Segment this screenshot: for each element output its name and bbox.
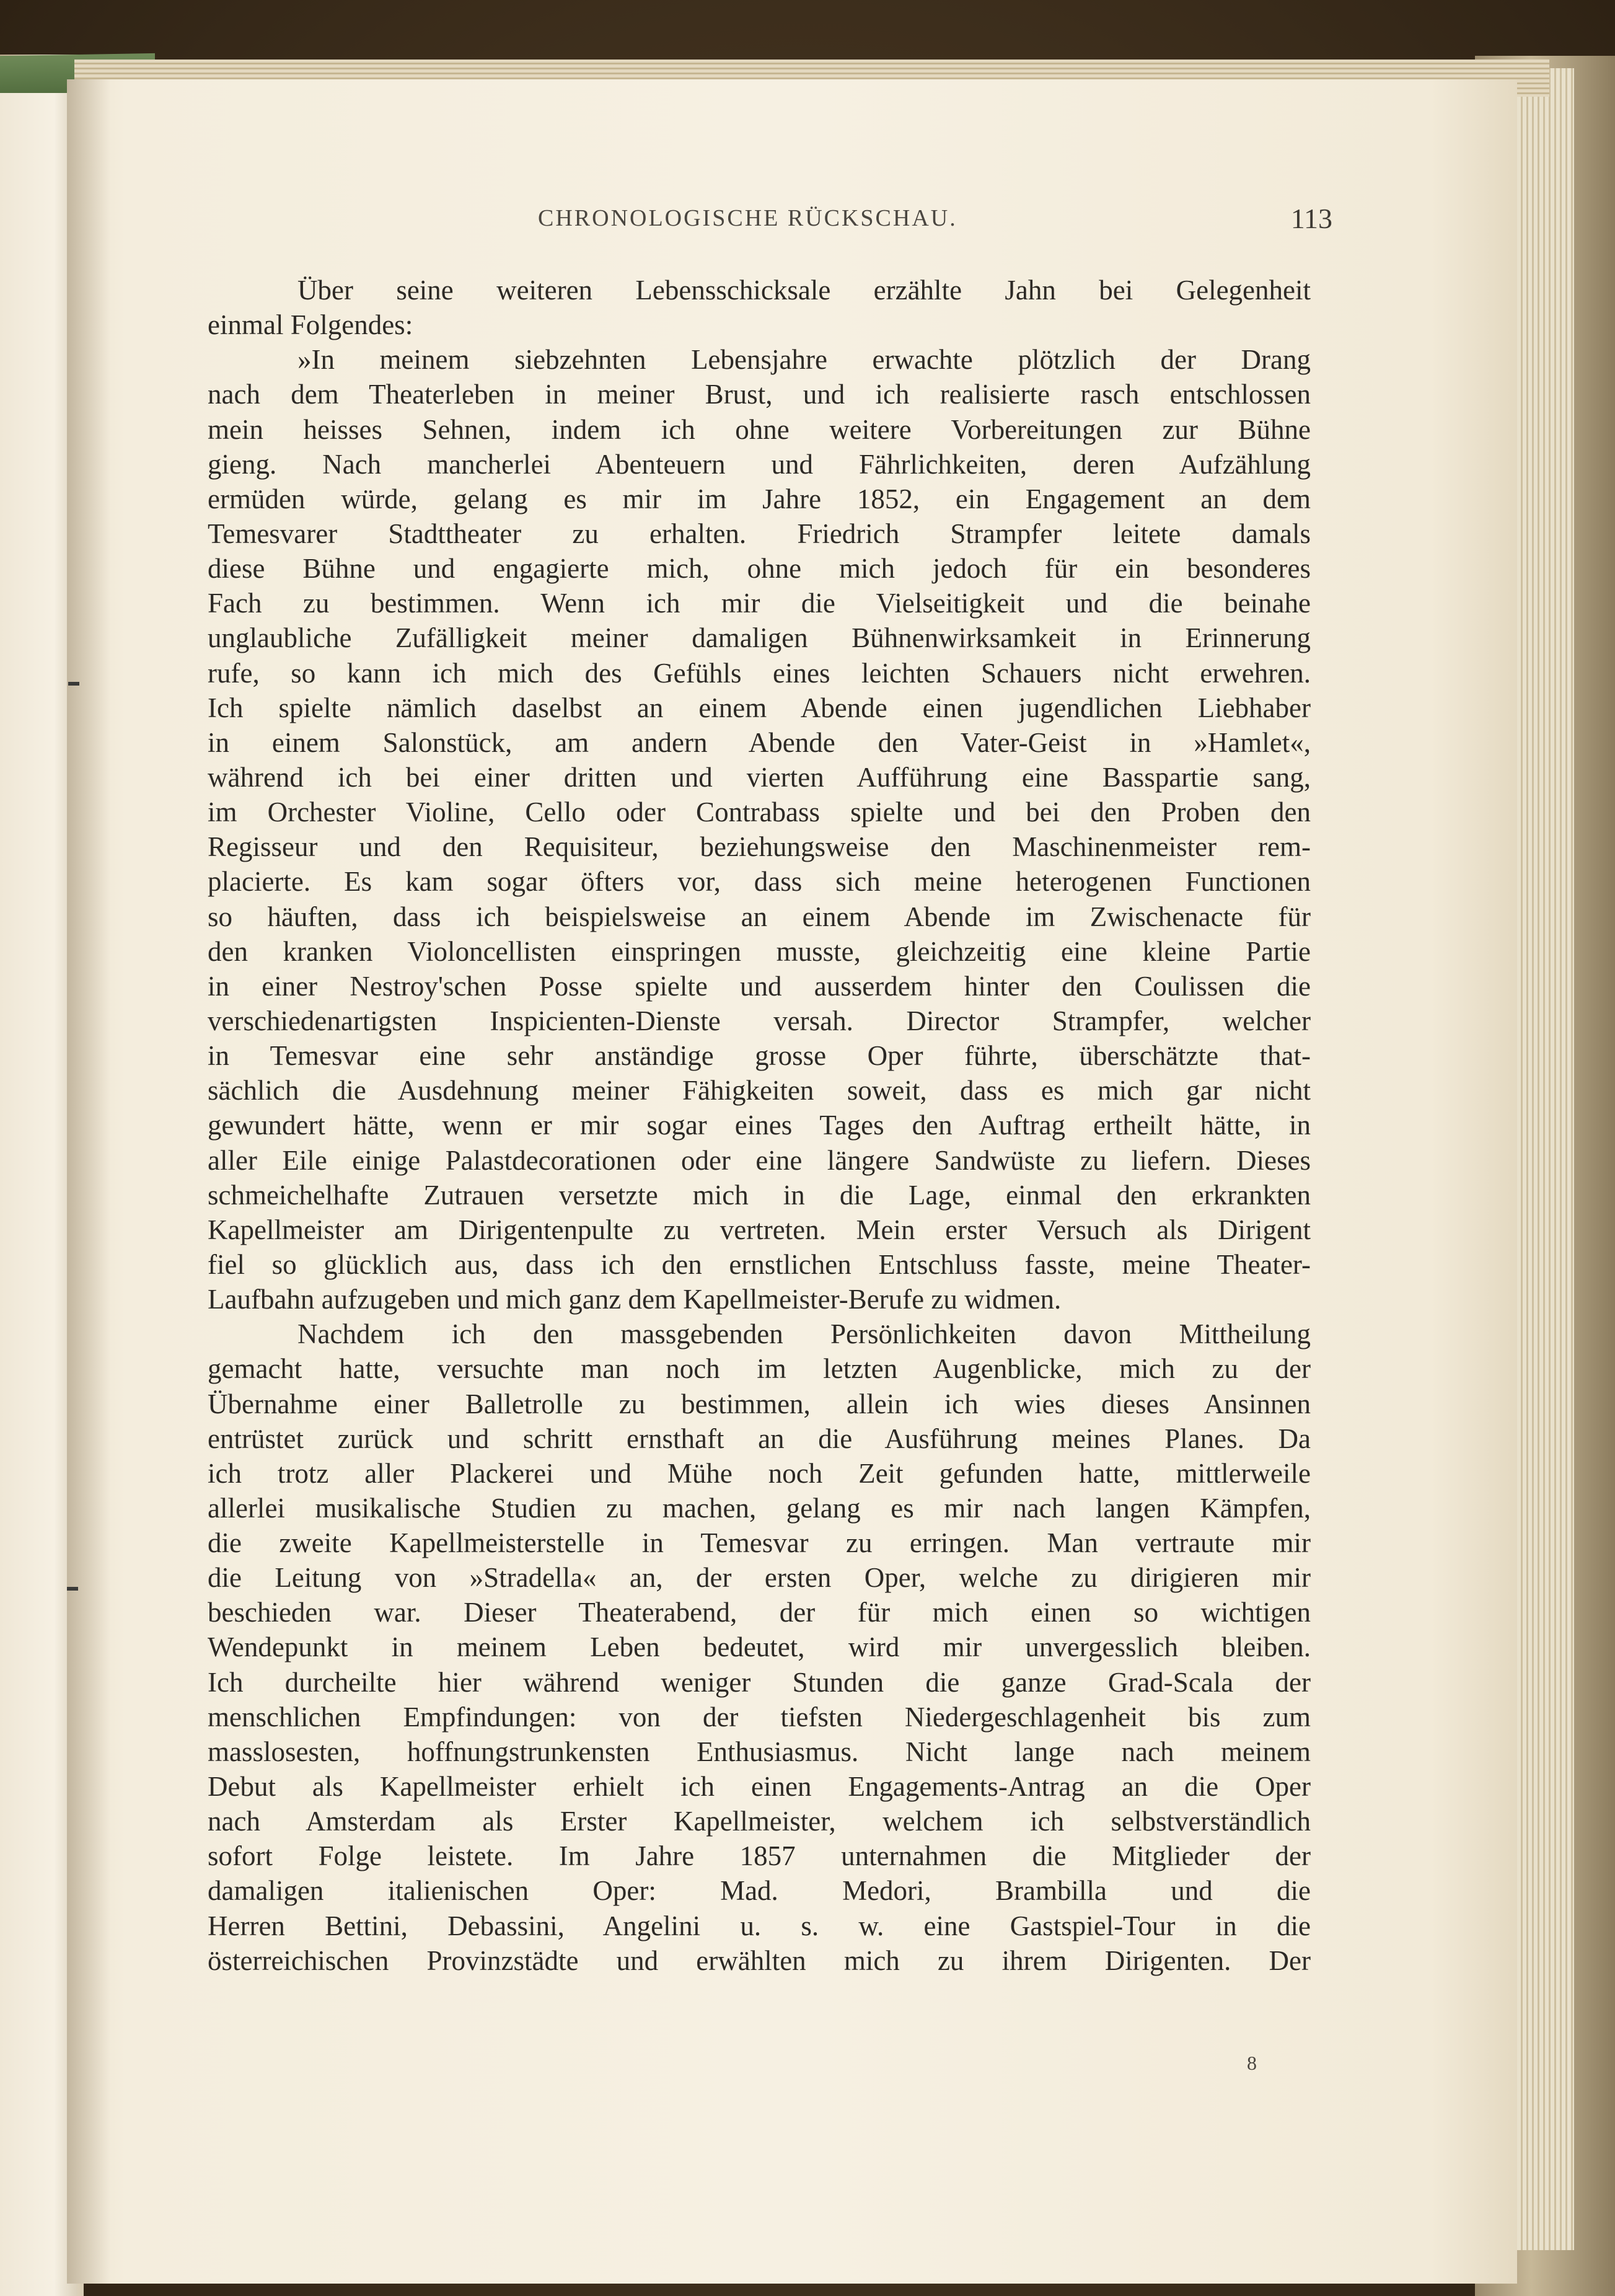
text-line: ermüden würde, gelang es mir im Jahre 1852, ein Engagement an dem [208,483,1311,514]
text-line: fiel so glücklich aus, dass ich den ernstlichen Entschluss fasste, meine Theater- [208,1248,1311,1280]
text-line: gieng. Nach mancherlei Abenteuern und Fährlichkeiten, deren Aufzählung [208,448,1311,480]
text-line: aller Eile einige Palastdecorationen oder eine längere Sandwüste zu liefern. Dieses [208,1144,1311,1176]
text-line: allerlei musikalische Studien zu machen, gelang es mir nach langen Kämpfen, [208,1492,1311,1524]
text-line: einmal Folgendes: [208,309,413,341]
text-line: Kapellmeister am Dirigentenpulte zu vertreten. Mein erster Versuch als Dirigent [208,1214,1311,1245]
gutter-shadow [67,79,110,2284]
text-line: ich trotz aller Plackerei und Mühe noch Zeit gefunden hatte, mittlerweile [208,1457,1311,1489]
text-line: nach dem Theaterleben in meiner Brust, und ich realisierte rasch entschlossen [208,379,1311,410]
margin-mark [67,1587,78,1591]
paragraph [208,273,1311,342]
text-line: Laufbahn aufzugeben und mich ganz dem Kapellmeister-Berufe zu widmen. [208,1284,1062,1315]
text-line: damaligen italienischen Oper: Mad. Medori, Brambilla und die [208,1875,1311,1907]
text-line: masslosesten, hoffnungstrunkensten Enthusiasmus. Nicht lange nach meinem [208,1736,1311,1767]
text-line: »In meinem siebzehnten Lebensjahre erwachte plötzlich der Drang [297,344,1311,376]
text-line: sofort Folge leistete. Im Jahre 1857 unternahmen die Mitglieder der [208,1840,1311,1872]
text-line: Herren Bettini, Debassini, Angelini u. s. w. eine Gastspiel-Tour in die [208,1910,1311,1941]
text-line: Temesvarer Stadttheater zu erhalten. Friedrich Strampfer leitete damals [208,518,1311,549]
text-line: sächlich die Ausdehnung meiner Fähigkeiten soweit, dass es mich gar nicht [208,1075,1311,1106]
text-line: gemacht hatte, versuchte man noch im letzten Augenblicke, mich zu der [208,1353,1311,1385]
text-line: während ich bei einer dritten und vierten Aufführung eine Basspartie sang, [208,761,1311,793]
text-line: Fach zu bestimmen. Wenn ich mir die Vielseitigkeit und die beinahe [208,588,1311,619]
paragraph [208,1317,1311,1978]
text-line: verschiedenartigsten Inspicienten-Dienste versah. Director Strampfer, welcher [208,1005,1311,1036]
text-line: in einer Nestroy'schen Posse spielte und ausserdem hinter den Coulissen die [208,970,1311,1002]
text-line: Übernahme einer Balletrolle zu bestimmen, allein ich wies dieses Ansinnen [208,1388,1311,1420]
text-line: österreichischen Provinzstädte und erwählten mich zu ihrem Dirigenten. Der [208,1945,1311,1976]
paragraph [208,342,1311,1317]
running-head-title: CHRONOLOGISCHE RÜCKSCHAU. [538,205,957,231]
text-line: den kranken Violoncellisten einspringen musste, gleichzeitig eine kleine Partie [208,935,1311,967]
text-line: placierte. Es kam sogar öfters vor, dass sich meine heterogenen Functionen [208,866,1311,898]
text-line: schmeichelhafte Zutrauen versetzte mich in die Lage, einmal den erkrankten [208,1179,1311,1211]
body-text [208,273,1311,1978]
text-line: menschlichen Empfindungen: von der tiefsten Niedergeschlagenheit bis zum [208,1701,1311,1733]
text-line: in Temesvar eine sehr anständige grosse Oper führte, überschätzte that- [208,1040,1311,1072]
text-line: Ich spielte nämlich daselbst an einem Abende einen jugendlichen Liebhaber [208,692,1311,723]
text-line: Regisseur und den Requisiteur, beziehungsweise den Maschinenmeister rem- [208,831,1311,863]
text-line: beschieden war. Dieser Theaterabend, der für mich einen so wichtigen [208,1597,1311,1628]
signature-mark: 8 [1247,2052,1257,2074]
text-line: entrüstet zurück und schritt ernsthaft an die Ausführung meines Planes. Da [208,1423,1311,1454]
text-line: so häuften, dass ich beispielsweise an einem Abende im Zwischenacte für [208,901,1311,932]
facing-page-edge [0,93,77,2296]
text-line: die zweite Kapellmeisterstelle in Temesvar zu erringen. Man vertraute mir [208,1527,1311,1559]
text-line: rufe, so kann ich mich des Gefühls eines leichten Schauers nicht erwehren. [208,657,1311,689]
text-line: nach Amsterdam als Erster Kapellmeister, welchem ich selbstverständlich [208,1806,1311,1837]
text-line: Ich durcheilte hier während weniger Stunden die ganze Grad-Scala der [208,1666,1311,1698]
text-line: unglaubliche Zufälligkeit meiner damaligen Bühnenwirksamkeit in Erinnerung [208,622,1311,654]
text-line: die Leitung von »Stradella« an, der ersten Oper, welche zu dirigieren mir [208,1562,1311,1594]
text-line: Nachdem ich den massgebenden Persönlichkeiten davon Mittheilung [297,1318,1311,1350]
text-line: gewundert hätte, wenn er mir sogar eines Tages den Auftrag ertheilt hätte, in [208,1110,1311,1141]
text-line: im Orchester Violine, Cello oder Contrabass spielte und bei den Proben den [208,797,1311,828]
text-line: mein heisses Sehnen, indem ich ohne weitere Vorbereitungen zur Bühne [208,413,1311,445]
text-line: diese Bühne und engagierte mich, ohne mich jedoch für ein besonderes [208,553,1311,585]
text-line: Über seine weiteren Lebensschicksale erzählte Jahn bei Gelegenheit [297,275,1311,306]
page-number: 113 [1290,203,1332,234]
text-line: in einem Salonstück, am andern Abende den Vater-Geist in »Hamlet«, [208,726,1311,758]
running-head [0,205,1615,242]
text-line: Wendepunkt in meinem Leben bedeutet, wird mir unvergesslich bleiben. [208,1631,1311,1663]
text-line: Debut als Kapellmeister erhielt ich einen Engagements-Antrag an die Oper [208,1771,1311,1803]
margin-mark [68,682,79,686]
